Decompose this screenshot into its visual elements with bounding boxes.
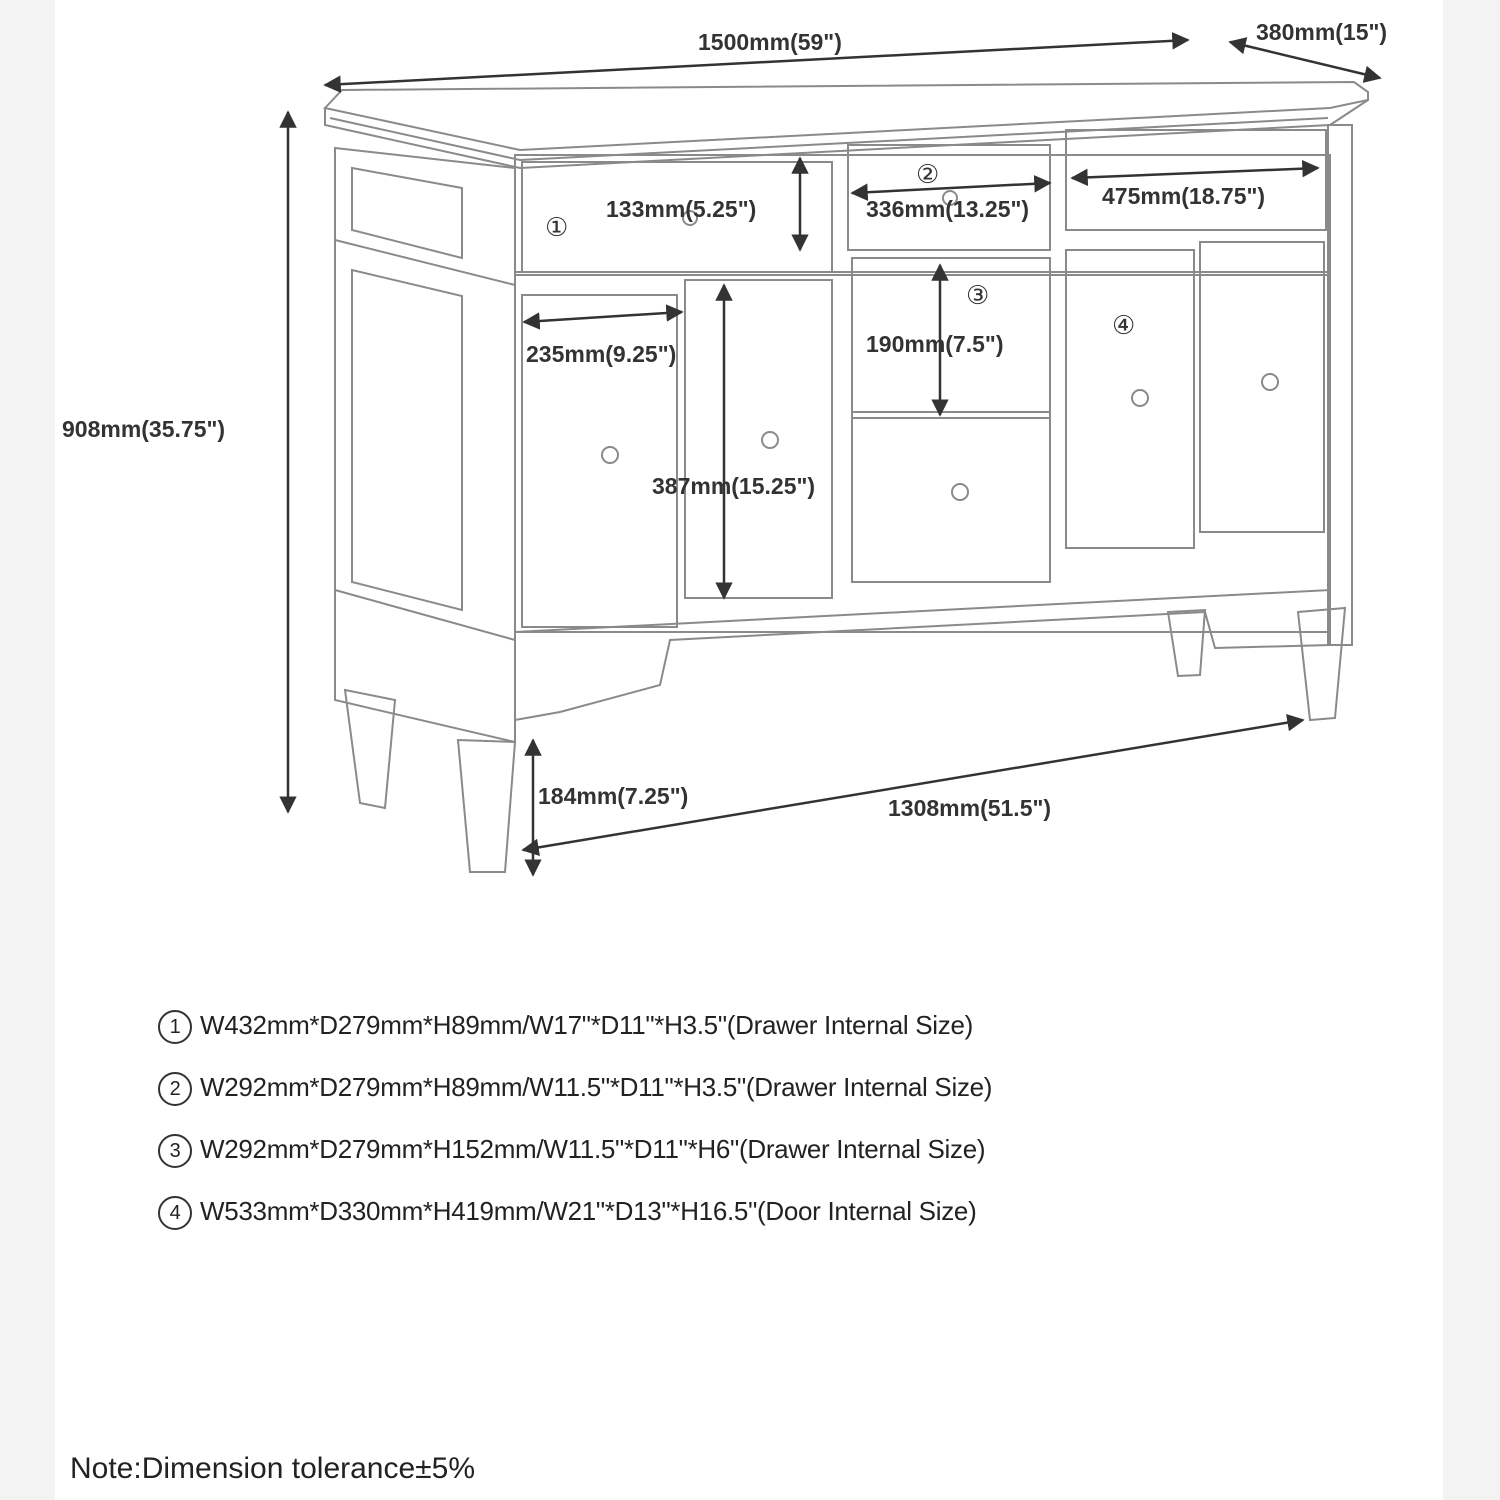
spec-number: 4 bbox=[158, 1196, 192, 1230]
dim-leg-height: 184mm(7.25") bbox=[538, 783, 689, 809]
marker-1: ① bbox=[545, 213, 569, 243]
knob-icon bbox=[952, 484, 968, 500]
leg-front-right bbox=[1298, 608, 1345, 720]
dim-line-door-width bbox=[524, 312, 682, 322]
dim-drawer2-width: 336mm(13.25") bbox=[866, 196, 1030, 222]
spec-line-1 bbox=[158, 1010, 973, 1044]
dim-line-drawer-right-width bbox=[1072, 168, 1318, 178]
spec-text: W292mm*D279mm*H152mm/W11.5"*D11"*H6"(Drawer Internal Size) bbox=[200, 1134, 986, 1164]
door-left-2 bbox=[685, 280, 832, 598]
spec-number: 3 bbox=[158, 1134, 192, 1168]
dim-door-width: 235mm(9.25") bbox=[526, 341, 677, 367]
dim-door-height: 387mm(15.25") bbox=[652, 473, 816, 499]
marker-4: ④ bbox=[1112, 311, 1136, 341]
door-right-2 bbox=[1200, 242, 1324, 532]
spec-text: W292mm*D279mm*H89mm/W11.5"*D11"*H3.5"(Drawer Internal Size) bbox=[200, 1072, 993, 1102]
drawer-center-lower bbox=[852, 412, 1050, 582]
spec-number: 2 bbox=[158, 1072, 192, 1106]
tolerance-note: Note:Dimension tolerance±5% bbox=[70, 1452, 475, 1485]
dim-overall-width: 1500mm(59") bbox=[698, 29, 842, 55]
dim-drawer1-height: 133mm(5.25") bbox=[606, 196, 757, 222]
dim-drawer-right-width: 475mm(18.75") bbox=[1102, 183, 1266, 209]
spec-line-2 bbox=[158, 1072, 992, 1106]
knob-icon bbox=[1132, 390, 1148, 406]
spec-line-4 bbox=[158, 1196, 976, 1230]
spec-text: W432mm*D279mm*H89mm/W17"*D11"*H3.5"(Drawer Internal Size) bbox=[200, 1010, 974, 1040]
knob-icon bbox=[1262, 374, 1278, 390]
marker-3: ③ bbox=[966, 281, 990, 311]
spec-line-3 bbox=[158, 1134, 985, 1168]
dim-leg-span: 1308mm(51.5") bbox=[888, 795, 1052, 821]
knob-icon bbox=[762, 432, 778, 448]
spec-number: 1 bbox=[158, 1010, 192, 1044]
dim-overall-height: 908mm(35.75") bbox=[62, 416, 226, 442]
marker-2: ② bbox=[916, 160, 940, 190]
drawer-top-right bbox=[1066, 130, 1326, 230]
leg-front-left bbox=[458, 740, 515, 872]
leg-back-right bbox=[1168, 610, 1205, 676]
knob-icon bbox=[602, 447, 618, 463]
dim-depth: 380mm(15") bbox=[1256, 19, 1388, 45]
dim-drawer3-height: 190mm(7.5") bbox=[866, 331, 1004, 357]
dimension-lines bbox=[288, 40, 1380, 875]
door-right-1 bbox=[1066, 250, 1194, 548]
spec-text: W533mm*D330mm*H419mm/W21"*D13"*H16.5"(Door Internal Size) bbox=[200, 1196, 977, 1226]
dim-line-depth bbox=[1230, 42, 1380, 78]
